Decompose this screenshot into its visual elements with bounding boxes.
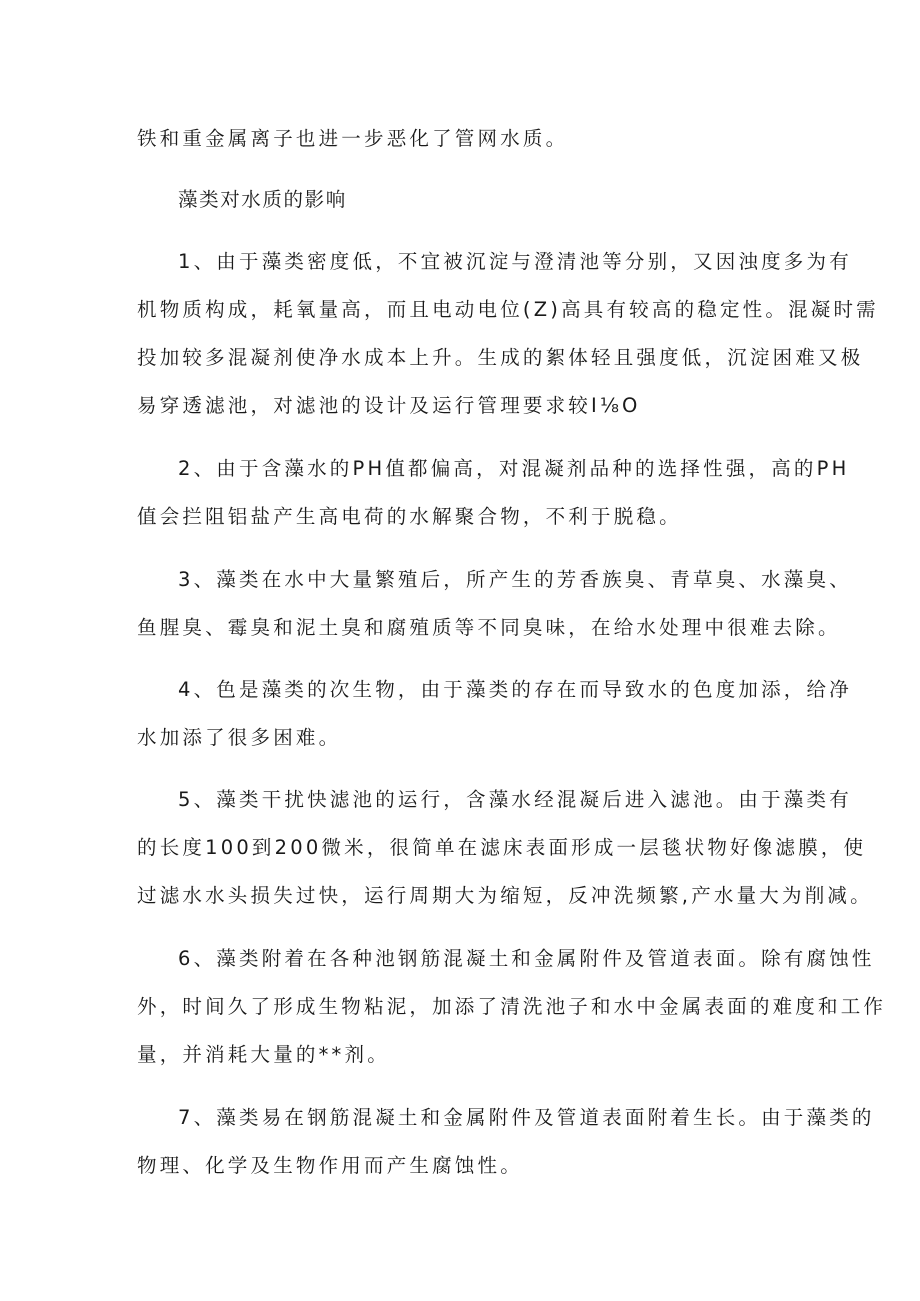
point-1-line-1: 1、由于藻类密度低，不宜被沉淀与澄清池等分别，又因浊度多为有	[178, 250, 852, 273]
point-4-line-1: 4、色是藻类的次生物，由于藻类的存在而导致水的色度加添，给净	[178, 678, 852, 701]
point-5-line-2: 的长度100到200微米，很简单在滤床表面形成一层毯状物好像滤膜，使	[137, 836, 867, 859]
section-heading: 藻类对水质的影响	[178, 188, 347, 211]
point-4-line-2: 水加添了很多困难。	[137, 726, 342, 749]
point-2-line-1: 2、由于含藻水的PH值都偏高，对混凝剂品种的选择性强，高的PH	[178, 457, 850, 480]
point-3-line-2: 鱼腥臭、霉臭和泥土臭和腐殖质等不同臭味，在给水处理中很难去除。	[137, 616, 841, 639]
point-2-line-2: 值会拦阻铝盐产生高电荷的水解聚合物，不利于脱稳。	[137, 505, 682, 528]
point-7-line-1: 7、藻类易在钢筋混凝土和金属附件及管道表面附着生长。由于藻类的	[178, 1106, 875, 1129]
point-5-line-1: 5、藻类干扰快滤池的运行，含藻水经混凝后进入滤池。由于藻类有	[178, 788, 852, 811]
point-3-line-1: 3、藻类在水中大量繁殖后，所产生的芳香族臭、青草臭、水藻臭、	[178, 568, 852, 591]
intro-line: 铁和重金属离子也进一步恶化了管网水质。	[137, 127, 569, 150]
point-6-line-3: 量，并消耗大量的**剂。	[137, 1043, 390, 1066]
point-6-line-1: 6、藻类附着在各种池钢筋混凝土和金属附件及管道表面。除有腐蚀性	[178, 947, 875, 970]
point-1-line-3: 投加较多混凝剂使净水成本上升。生成的絮体轻且强度低，沉淀困难又极	[137, 346, 864, 369]
point-1-line-4: 易穿透滤池，对滤池的设计及运行管理要求较I⅛O	[137, 394, 641, 417]
point-7-line-2: 物理、化学及生物作用而产生腐蚀性。	[137, 1154, 523, 1177]
point-1-line-2: 机物质构成，耗氧量高，而且电动电位(Z)高具有较高的稳定性。混凝时需	[137, 298, 879, 321]
point-6-line-2: 外，时间久了形成生物粘泥，加添了清洗池子和水中金属表面的难度和工作	[137, 995, 887, 1018]
point-5-line-3: 过滤水水头损失过快，运行周期大为缩短，反冲洗频繁,产水量大为削减。	[137, 884, 873, 907]
